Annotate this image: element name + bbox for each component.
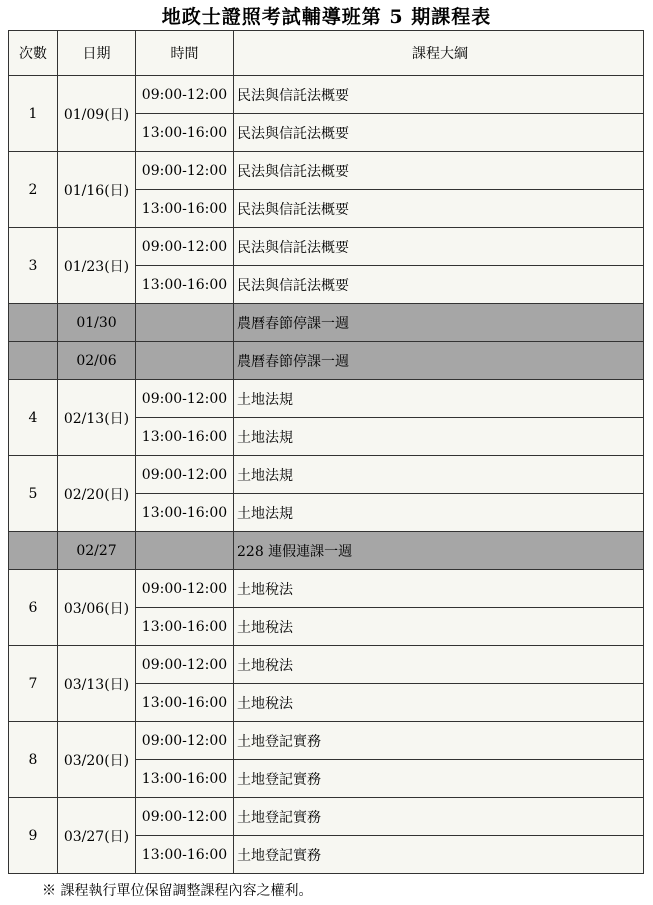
session-time: 09:00-12:00: [136, 798, 234, 836]
table-row: [9, 570, 644, 608]
session-time: 13:00-16:00: [136, 190, 234, 228]
holiday-date: 02/06: [58, 342, 136, 380]
header-course: 課程大綱: [234, 31, 644, 76]
session-course: 民法與信託法概要: [234, 228, 644, 266]
session-course: 土地法規: [234, 418, 644, 456]
session-course: 民法與信託法概要: [234, 114, 644, 152]
session-course: 民法與信託法概要: [234, 152, 644, 190]
session-date: 01/16(日): [58, 152, 136, 228]
session-course: 民法與信託法概要: [234, 190, 644, 228]
session-time: 09:00-12:00: [136, 570, 234, 608]
page-title: 地政士證照考試輔導班第 5 期課程表: [161, 6, 492, 28]
table-row: [9, 646, 644, 684]
session-course: 土地稅法: [234, 646, 644, 684]
session-number: 2: [9, 152, 58, 228]
session-date: 02/13(日): [58, 380, 136, 456]
session-course: 土地登記實務: [234, 722, 644, 760]
table-row: [9, 722, 644, 760]
session-time: 09:00-12:00: [136, 380, 234, 418]
session-time: 09:00-12:00: [136, 456, 234, 494]
session-date: 02/20(日): [58, 456, 136, 532]
session-date: 03/20(日): [58, 722, 136, 798]
session-date: 03/13(日): [58, 646, 136, 722]
header-date: 日期: [58, 31, 136, 76]
table-row: [9, 76, 644, 114]
session-course: 民法與信託法概要: [234, 266, 644, 304]
holiday-date: 01/30: [58, 304, 136, 342]
table-header-row: [9, 31, 644, 76]
session-time: 09:00-12:00: [136, 646, 234, 684]
session-number: 8: [9, 722, 58, 798]
session-course: 土地法規: [234, 456, 644, 494]
holiday-time-cell: [136, 532, 234, 570]
session-time: 09:00-12:00: [136, 722, 234, 760]
header-time: 時間: [136, 31, 234, 76]
schedule-body: [9, 76, 644, 874]
table-row: [9, 798, 644, 836]
session-time: 13:00-16:00: [136, 494, 234, 532]
session-time: 09:00-12:00: [136, 228, 234, 266]
holiday-row: [9, 342, 644, 380]
holiday-num-cell: [9, 304, 58, 342]
table-row: [9, 456, 644, 494]
holiday-date: 02/27: [58, 532, 136, 570]
table-row: [9, 380, 644, 418]
session-course: 土地法規: [234, 494, 644, 532]
session-time: 09:00-12:00: [136, 76, 234, 114]
holiday-note: 228 連假連課一週: [234, 532, 644, 570]
session-number: 6: [9, 570, 58, 646]
session-course: 土地稅法: [234, 608, 644, 646]
session-time: 09:00-12:00: [136, 152, 234, 190]
session-time: 13:00-16:00: [136, 608, 234, 646]
table-row: [9, 152, 644, 190]
session-time: 13:00-16:00: [136, 266, 234, 304]
session-time: 13:00-16:00: [136, 760, 234, 798]
session-course: 土地法規: [234, 380, 644, 418]
session-course: 土地稅法: [234, 570, 644, 608]
session-number: 3: [9, 228, 58, 304]
schedule-table: [8, 30, 644, 874]
session-number: 1: [9, 76, 58, 152]
session-course: 土地登記實務: [234, 760, 644, 798]
holiday-time-cell: [136, 342, 234, 380]
session-time: 13:00-16:00: [136, 836, 234, 874]
session-course: 土地登記實務: [234, 836, 644, 874]
table-row: [9, 228, 644, 266]
session-course: 土地登記實務: [234, 798, 644, 836]
holiday-num-cell: [9, 532, 58, 570]
session-time: 13:00-16:00: [136, 418, 234, 456]
session-course: 民法與信託法概要: [234, 76, 644, 114]
session-number: 5: [9, 456, 58, 532]
footnote: ※ 課程執行單位保留調整課程內容之權利。: [42, 883, 313, 899]
holiday-note: 農曆春節停課一週: [234, 342, 644, 380]
holiday-row: [9, 532, 644, 570]
session-time: 13:00-16:00: [136, 684, 234, 722]
session-date: 01/23(日): [58, 228, 136, 304]
holiday-num-cell: [9, 342, 58, 380]
holiday-row: [9, 304, 644, 342]
session-number: 7: [9, 646, 58, 722]
holiday-note: 農曆春節停課一週: [234, 304, 644, 342]
header-num: 次數: [9, 31, 58, 76]
session-date: 03/27(日): [58, 798, 136, 874]
session-course: 土地稅法: [234, 684, 644, 722]
session-time: 13:00-16:00: [136, 114, 234, 152]
session-number: 4: [9, 380, 58, 456]
session-date: 03/06(日): [58, 570, 136, 646]
holiday-time-cell: [136, 304, 234, 342]
session-date: 01/09(日): [58, 76, 136, 152]
session-number: 9: [9, 798, 58, 874]
